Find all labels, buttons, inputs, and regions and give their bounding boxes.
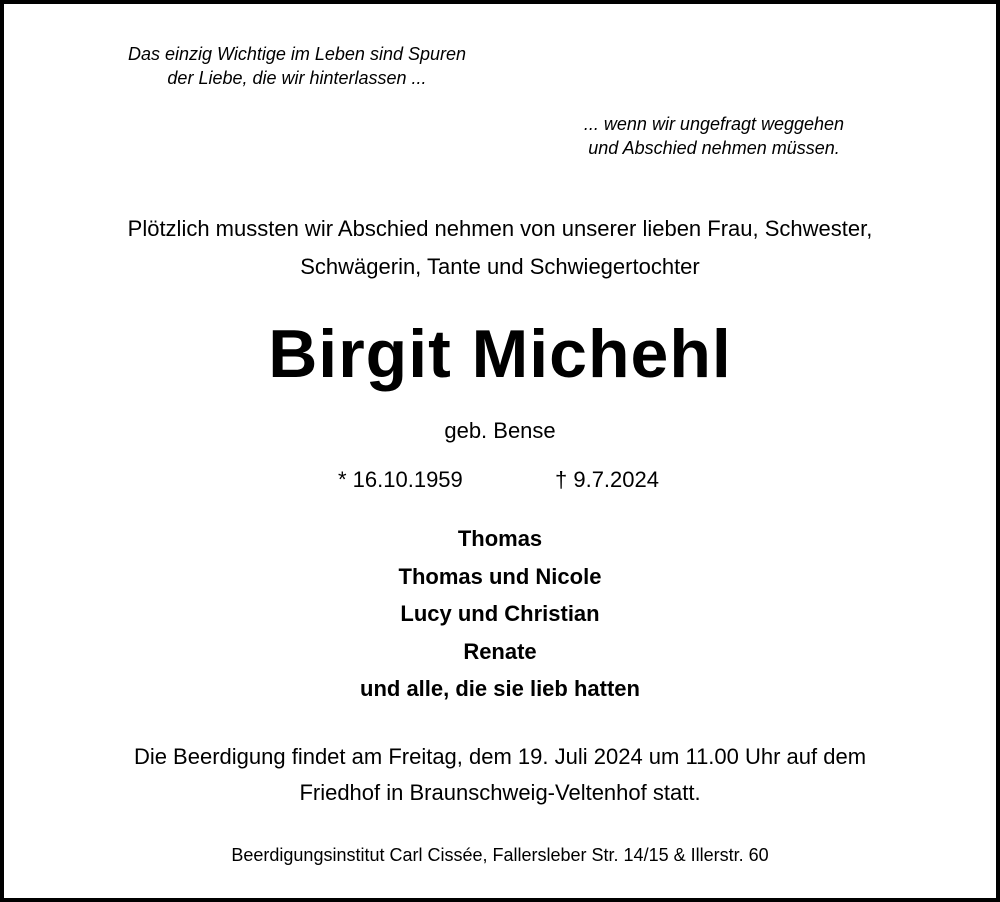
quote-right — [524, 112, 904, 160]
intro-line-1: Plötzlich mussten wir Abschied nehmen von unserer lieben Frau, Schwester, — [127, 216, 873, 241]
death-date: † 9.7.2024 — [555, 467, 659, 492]
mourner-item: Thomas — [457, 526, 543, 551]
funeral-line-2: Friedhof in Braunschweig-Veltenhof statt. — [299, 780, 701, 805]
intro-line-2: Schwägerin, Tante und Schwiegertochter — [300, 254, 700, 279]
mourner-item: und alle, die sie lieb hatten — [360, 676, 640, 701]
deceased-name: Birgit Michehl — [268, 316, 732, 392]
quote-left-line-1: Das einzig Wichtige im Leben sind Spuren — [127, 44, 467, 64]
maiden-name: geb. Bense — [444, 418, 556, 443]
funeral-info — [4, 739, 996, 811]
mourner-item: Lucy und Christian — [400, 601, 600, 626]
mourner-item: Renate — [463, 638, 537, 664]
undertaker-info: Beerdigungsinstitut Carl Cissée, Fallersleber Str. 14/15 & Illerstr. 60 — [231, 845, 769, 865]
quote-right-line-2: und Abschied nehmen müssen. — [588, 138, 840, 158]
quote-right-line-1: ... wenn wir ungefragt weggehen — [583, 114, 845, 134]
mourners-list — [4, 520, 996, 708]
quote-left — [82, 42, 512, 90]
quote-left-line-2: der Liebe, die wir hinterlassen ... — [167, 68, 427, 88]
mourner-item: Thomas und Nicole — [398, 563, 602, 589]
intro-text — [4, 210, 996, 286]
birth-date: * 16.10.1959 — [338, 467, 463, 492]
funeral-line-1: Die Beerdigung findet am Freitag, dem 19. Juli 2024 um 11.00 Uhr auf dem — [133, 744, 867, 769]
